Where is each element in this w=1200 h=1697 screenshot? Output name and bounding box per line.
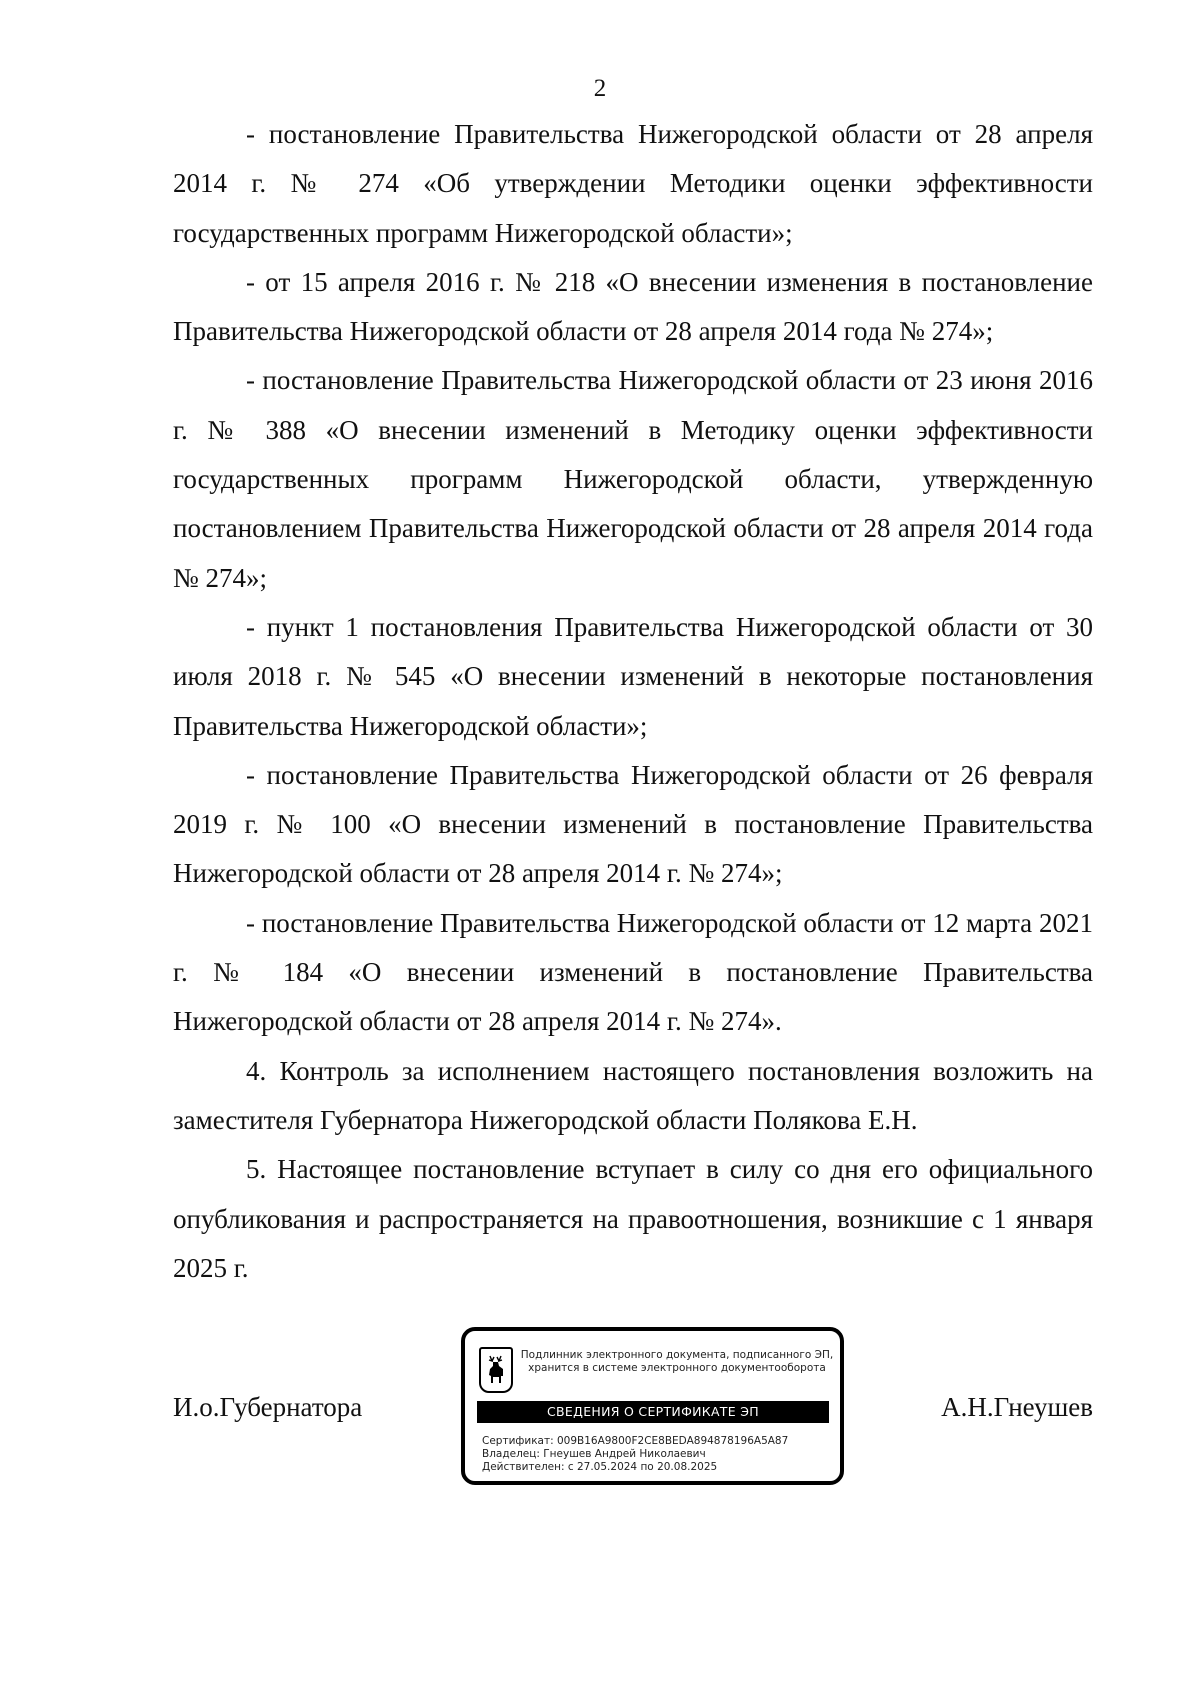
paragraph-resolution-218: - от 15 апреля 2016 г. № 218 «О внесении изменения в постановление Правительства Нижегородской области от 28 апреля 2014 года № 274»; [173, 266, 1093, 347]
certificate-details [482, 1435, 788, 1474]
paragraph-effective-date: 5. Настоящее постановление вступает в силу со дня его официального опубликования и распространяется на правоотношения, возникшие с 1 января 2025 г. [173, 1154, 1093, 1283]
paragraph-resolution-388: - постановление Правительства Нижегородской области от 23 июня 2016 г. № 388 «О внесении изменений в Методику оценки эффективности государственных программ Нижегородской области, утвержденную постановлением Правительства Нижегородской области от 28 апреля 2014 года № 274»; [173, 365, 1093, 593]
certificate-owner: Владелец: Гнеушев Андрей Николаевич [482, 1448, 706, 1460]
stamp-header: СВЕДЕНИЯ О СЕРТИФИКАТЕ ЭП [477, 1401, 829, 1423]
page-number: 2 [593, 75, 607, 102]
electronic-signature-stamp [461, 1327, 844, 1485]
certificate-number: Сертификат: 009B16A9800F2CE8BEDA894878196A5A87 [482, 1435, 789, 1447]
certificate-validity: Действителен: с 27.05.2024 по 20.08.2025 [482, 1461, 718, 1473]
document-body [173, 110, 1093, 1293]
signatory-name: А.Н.Гнеушев [941, 1392, 1093, 1422]
stamp-note-line: Подлинник электронного документа, подписанного ЭП, [520, 1349, 834, 1361]
paragraph-resolution-274: - постановление Правительства Нижегородской области от 28 апреля 2014 г. № 274 «Об утверждении Методики оценки эффективности государственных программ Нижегородской области»; [173, 119, 1093, 248]
paragraph-resolution-545: - пункт 1 постановления Правительства Нижегородской области от 30 июля 2018 г. № 545 «О внесении изменений в некоторые постановления Правительства Нижегородской области»; [173, 611, 1093, 741]
coat-of-arms-icon [479, 1347, 513, 1393]
paragraph-resolution-100: - постановление Правительства Нижегородской области от 26 февраля 2019 г. № 100 «О внесении изменений в постановление Правительства Нижегородской области от 28 апреля 2014 г. № 274»; [173, 759, 1093, 889]
stamp-note [519, 1349, 835, 1375]
paragraph-resolution-184: - постановление Правительства Нижегородской области от 12 марта 2021 г. № 184 «О внесении изменений в постановление Правительства Нижегородской области от 28 апреля 2014 г. № 274». [173, 907, 1093, 1037]
paragraph-control: 4. Контроль за исполнением настоящего постановления возложить на заместителя Губернатора Нижегородской области Полякова Е.Н. [173, 1055, 1093, 1135]
signatory-position: И.о.Губернатора [173, 1392, 363, 1422]
stamp-note-line: хранится в системе электронного документооборота [528, 1362, 826, 1374]
